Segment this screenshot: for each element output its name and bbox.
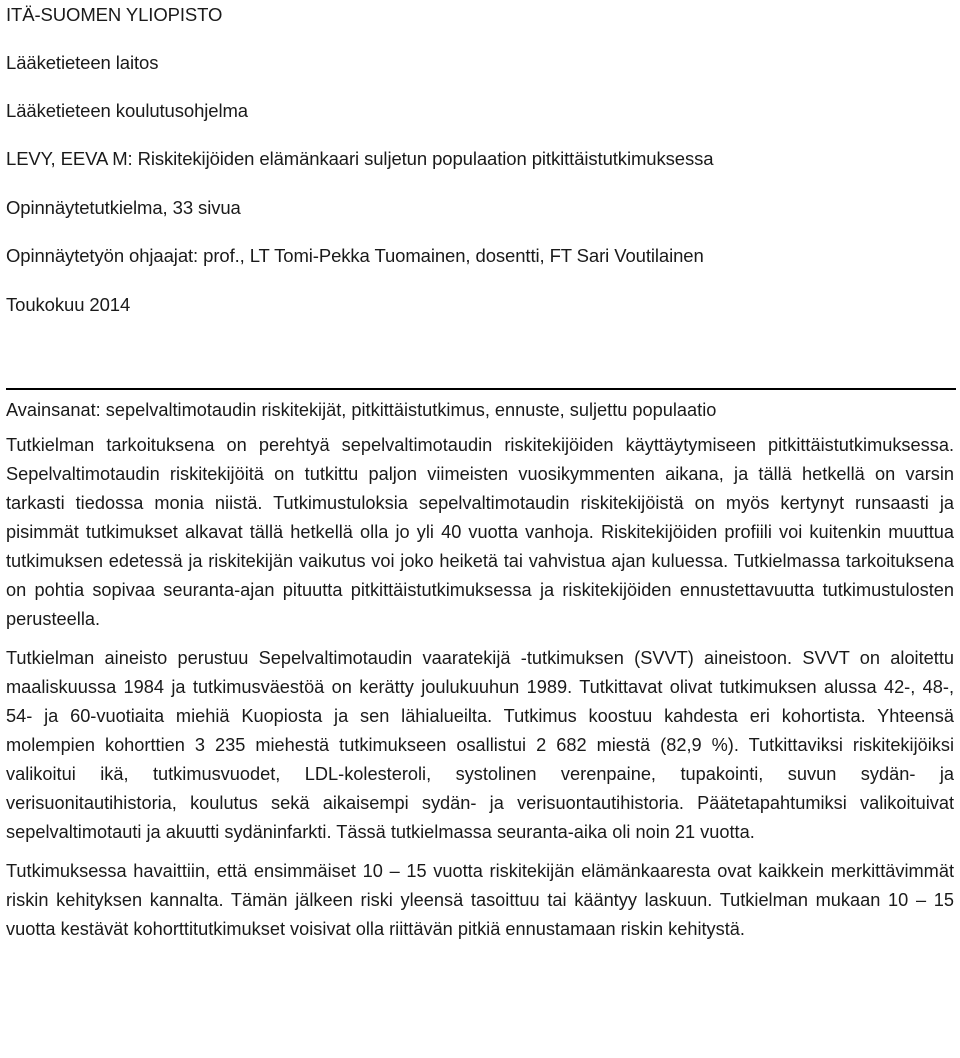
keywords-line: Avainsanat: sepelvaltimotaudin riskitekijät, pitkittäistutkimus, ennuste, suljettu populaatio — [6, 400, 717, 420]
department-name: Lääketieteen laitos — [6, 52, 159, 73]
abstract-paragraph-purpose: Tutkielman tarkoituksena on perehtyä sepelvaltimotaudin riskitekijöiden käyttäytymiseen pitkittäistutkimuksessa. Sepelvaltimotaudin riskitekijöitä on tutkittu paljon viimeisten vuosikymmenten aikana, ja tällä hetkellä on varsin tarkasti tiedossa monia niistä. Tutkimustuloksia sepelvaltimotaudin riskitekijöistä on myös kertynyt runsaasti ja pisimmät tutkimukset alkavat tällä hetkellä olla jo yli 40 vuotta vanhoja. Riskitekijöiden profiili voi kuitenkin muuttua tutkimuksen edetessä ja riskitekijän vaikutus voi joko heiketä tai vahvistua ajan kuluessa. Tutkielmassa tarkoituksena on pohtia sopivaa seuranta-ajan pituutta pitkittäistutkimuksessa ja riskitekijöiden ennustettavuutta tutkimustulosten perusteella. — [6, 435, 954, 629]
supervisors: Opinnäytetyön ohjaajat: prof., LT Tomi-Pekka Tuomainen, dosentti, FT Sari Voutilainen — [6, 245, 704, 266]
abstract-paragraph-results: Tutkimuksessa havaittiin, että ensimmäiset 10 – 15 vuotta riskitekijän elämänkaaresta ovat kaikkein merkittävimmät riskin kehityksen kannalta. Tämän jälkeen riski yleensä tasoittuu tai kääntyy laskuun. Tutkielman mukaan 10 – 15 vuotta kestävät kohorttitutkimukset voisivat olla riittävän pitkiä ennustamaan riskin kehitystä. — [6, 861, 954, 939]
horizontal-divider — [6, 388, 956, 390]
submission-date: Toukokuu 2014 — [6, 294, 131, 315]
programme-name: Lääketieteen koulutusohjelma — [6, 100, 248, 121]
paragraph-gap — [6, 847, 954, 857]
abstract-section — [6, 393, 954, 944]
paragraph-gap — [6, 634, 954, 644]
thesis-info: Opinnäytetutkielma, 33 sivua — [6, 197, 241, 218]
author-and-title: LEVY, EEVA M: Riskitekijöiden elämänkaari suljetun populaation pitkittäistutkimuksessa — [6, 148, 714, 169]
university-name: ITÄ-SUOMEN YLIOPISTO — [6, 4, 223, 25]
abstract-paragraph-material: Tutkielman aineisto perustuu Sepelvaltimotaudin vaaratekijä -tutkimuksen (SVVT) aineistoon. SVVT on aloitettu maaliskuussa 1984 ja tutkimusväestöä on kerätty joulukuuhun 1989. Tutkittavat olivat tutkimuksen alussa 42-, 48-, 54- ja 60-vuotiaita miehiä Kuopiosta ja sen lähialueilta. Tutkimus koostuu kahdesta eri kohortista. Yhteensä molempien kohorttien 3 235 miehestä tutkimukseen osallistui 2 682 miestä (82,9 %). Tutkittaviksi riskitekijöiksi valikoitui ikä, tutkimusvuodet, LDL-kolesteroli, systolinen verenpaine, tupakointi, suvun sydän- ja verisuonitautihistoria, koulutus sekä aikaisempi sydän- ja verisuontautihistoria. Päätetapahtumiksi valikoituivat sepelvaltimotauti ja akuutti sydäninfarkti. Tässä tutkielmassa seuranta-aika oli noin 21 vuotta. — [6, 648, 954, 842]
